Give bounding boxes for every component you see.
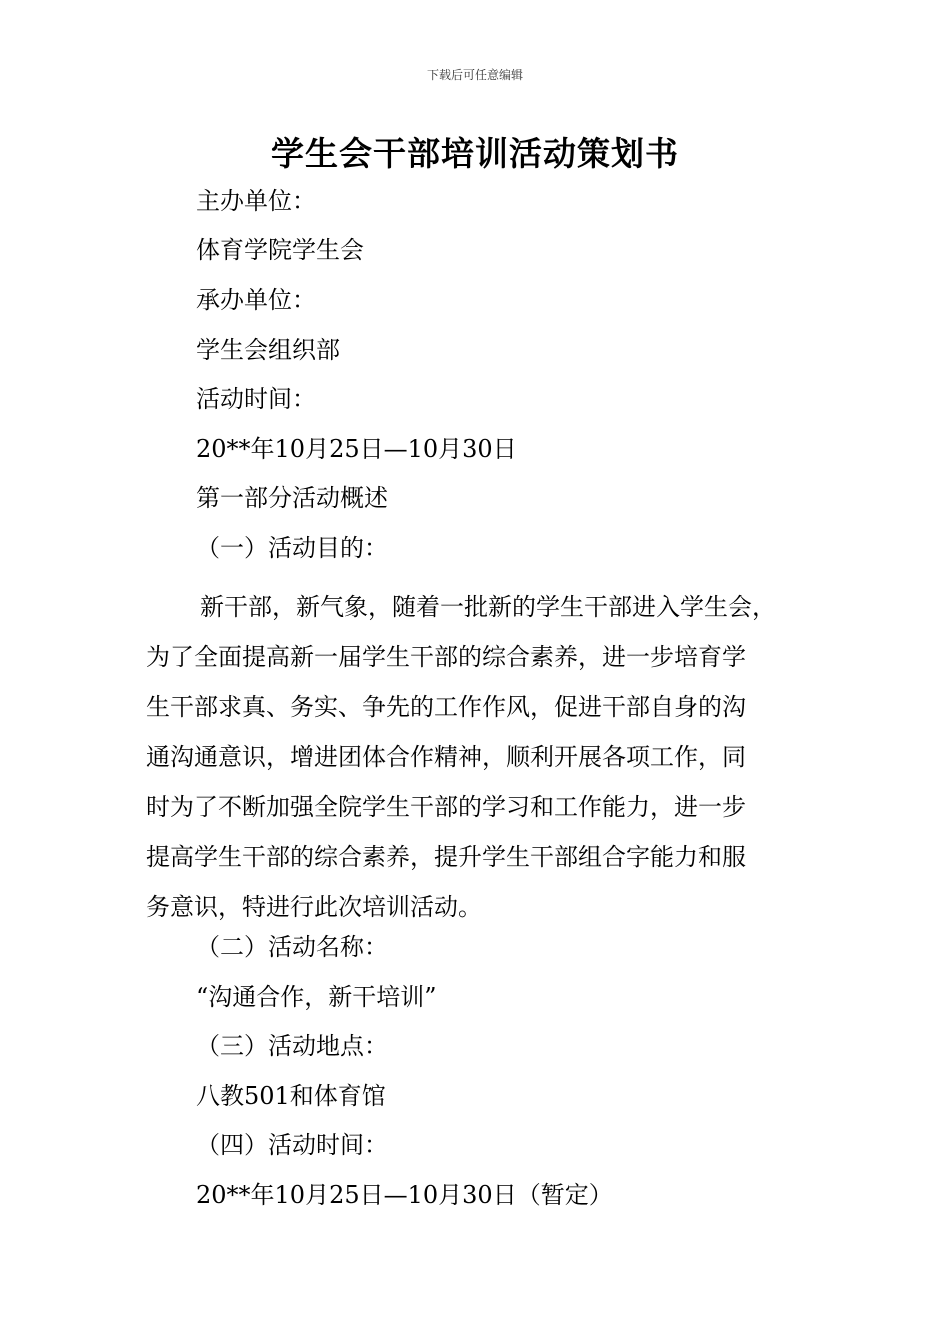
activity-name: “沟通合作，新干培训” <box>196 983 437 1011</box>
paragraph-line: 新干部，新气象，随着一批新的学生干部进入学生会， <box>200 593 776 621</box>
organizer-label: 主办单位： <box>196 187 316 215</box>
activity-time-value: 20**年10月25日—10月30日 <box>196 435 517 463</box>
paragraph-line: 通沟通意识，增进团体合作精神，顺利开展各项工作，同 <box>146 743 746 771</box>
paragraph-line: 务意识，特进行此次培训活动。 <box>146 893 482 921</box>
header-note: 下载后可任意编辑 <box>426 68 523 82</box>
paragraph-line: 提高学生干部的综合素养，提升学生干部组合字能力和服 <box>146 843 746 871</box>
co-organizer-value: 学生会组织部 <box>196 336 340 364</box>
section-heading: 第一部分活动概述 <box>196 484 388 512</box>
organizer-value: 体育学院学生会 <box>196 236 364 264</box>
name-heading: （二）活动名称： <box>196 933 388 961</box>
paragraph-line: 生干部求真、务实、争先的工作作风，促进干部自身的沟 <box>146 693 746 721</box>
paragraph-line: 时为了不断加强全院学生干部的学习和工作能力，进一步 <box>146 793 746 821</box>
time-heading: （四）活动时间： <box>196 1131 388 1159</box>
co-organizer-label: 承办单位： <box>196 286 316 314</box>
location-heading: （三）活动地点： <box>196 1032 388 1060</box>
paragraph-line: 为了全面提高新一届学生干部的综合素养，进一步培育学 <box>146 643 746 671</box>
document-title: 学生会干部培训活动策划书 <box>271 134 679 173</box>
time-value: 20**年10月25日—10月30日（暂定） <box>196 1181 613 1209</box>
purpose-heading: （一）活动目的： <box>196 534 388 562</box>
location-value: 八教501和体育馆 <box>196 1082 386 1110</box>
purpose-paragraph <box>146 582 814 932</box>
activity-time-label: 活动时间： <box>196 385 316 413</box>
